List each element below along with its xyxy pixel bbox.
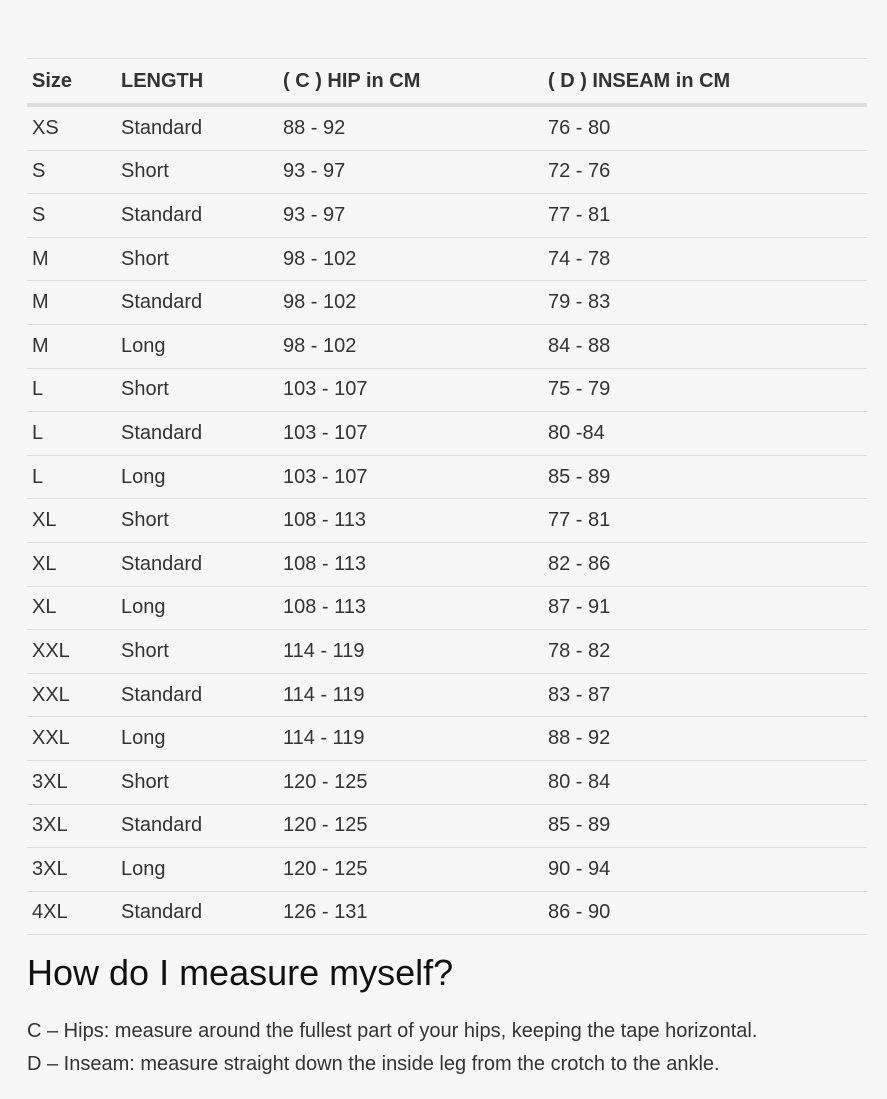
cell-hip: 114 - 119 bbox=[278, 717, 543, 761]
cell-size: M bbox=[27, 237, 116, 281]
cell-size: L bbox=[27, 368, 116, 412]
cell-size: M bbox=[27, 324, 116, 368]
cell-length: Long bbox=[116, 848, 278, 892]
cell-size: S bbox=[27, 150, 116, 194]
table-row bbox=[27, 630, 867, 674]
measure-heading: How do I measure myself? bbox=[27, 952, 454, 993]
cell-hip: 103 - 107 bbox=[278, 368, 543, 412]
table-row bbox=[27, 586, 867, 630]
table-row bbox=[27, 324, 867, 368]
table-row bbox=[27, 891, 867, 935]
cell-length: Long bbox=[116, 586, 278, 630]
cell-inseam: 77 - 81 bbox=[543, 194, 867, 238]
cell-length: Long bbox=[116, 717, 278, 761]
cell-length: Standard bbox=[116, 281, 278, 325]
cell-size: XS bbox=[27, 105, 116, 150]
cell-inseam: 86 - 90 bbox=[543, 891, 867, 935]
cell-inseam: 80 -84 bbox=[543, 412, 867, 456]
cell-size: 3XL bbox=[27, 848, 116, 892]
table-row bbox=[27, 499, 867, 543]
cell-inseam: 78 - 82 bbox=[543, 630, 867, 674]
cell-length: Short bbox=[116, 630, 278, 674]
cell-size: L bbox=[27, 455, 116, 499]
cell-hip: 108 - 113 bbox=[278, 542, 543, 586]
cell-length: Standard bbox=[116, 194, 278, 238]
cell-length: Standard bbox=[116, 673, 278, 717]
cell-hip: 93 - 97 bbox=[278, 150, 543, 194]
cell-inseam: 79 - 83 bbox=[543, 281, 867, 325]
cell-length: Standard bbox=[116, 542, 278, 586]
table-row bbox=[27, 105, 867, 150]
cell-hip: 126 - 131 bbox=[278, 891, 543, 935]
cell-hip: 120 - 125 bbox=[278, 804, 543, 848]
cell-inseam: 83 - 87 bbox=[543, 673, 867, 717]
cell-inseam: 90 - 94 bbox=[543, 848, 867, 892]
cell-inseam: 87 - 91 bbox=[543, 586, 867, 630]
cell-size: XXL bbox=[27, 630, 116, 674]
table-row bbox=[27, 281, 867, 325]
cell-size: 4XL bbox=[27, 891, 116, 935]
inseam-measure-note: D – Inseam: measure straight down the inside leg from the crotch to the ankle. bbox=[27, 1053, 720, 1075]
cell-hip: 120 - 125 bbox=[278, 848, 543, 892]
cell-hip: 120 - 125 bbox=[278, 760, 543, 804]
cell-length: Standard bbox=[116, 105, 278, 150]
table-row bbox=[27, 368, 867, 412]
cell-hip: 98 - 102 bbox=[278, 281, 543, 325]
hip-measure-note: C – Hips: measure around the fullest part of your hips, keeping the tape horizontal. bbox=[27, 1020, 758, 1042]
cell-hip: 98 - 102 bbox=[278, 324, 543, 368]
table-row bbox=[27, 848, 867, 892]
cell-length: Short bbox=[116, 150, 278, 194]
cell-hip: 93 - 97 bbox=[278, 194, 543, 238]
cell-size: XXL bbox=[27, 673, 116, 717]
cell-hip: 108 - 113 bbox=[278, 586, 543, 630]
cell-size: XL bbox=[27, 499, 116, 543]
header-inseam: ( D ) INSEAM in CM bbox=[543, 59, 867, 106]
cell-inseam: 85 - 89 bbox=[543, 804, 867, 848]
table-row bbox=[27, 194, 867, 238]
cell-length: Standard bbox=[116, 412, 278, 456]
cell-inseam: 75 - 79 bbox=[543, 368, 867, 412]
table-row bbox=[27, 455, 867, 499]
cell-inseam: 77 - 81 bbox=[543, 499, 867, 543]
cell-size: XXL bbox=[27, 717, 116, 761]
cell-length: Short bbox=[116, 499, 278, 543]
cell-inseam: 85 - 89 bbox=[543, 455, 867, 499]
header-hip: ( C ) HIP in CM bbox=[278, 59, 543, 106]
cell-inseam: 76 - 80 bbox=[543, 105, 867, 150]
table-row bbox=[27, 542, 867, 586]
cell-hip: 103 - 107 bbox=[278, 412, 543, 456]
cell-hip: 98 - 102 bbox=[278, 237, 543, 281]
size-chart-table bbox=[27, 58, 867, 935]
cell-inseam: 82 - 86 bbox=[543, 542, 867, 586]
cell-size: XL bbox=[27, 586, 116, 630]
cell-hip: 108 - 113 bbox=[278, 499, 543, 543]
table-row bbox=[27, 717, 867, 761]
table-row bbox=[27, 412, 867, 456]
cell-inseam: 80 - 84 bbox=[543, 760, 867, 804]
cell-length: Long bbox=[116, 324, 278, 368]
cell-inseam: 84 - 88 bbox=[543, 324, 867, 368]
cell-hip: 103 - 107 bbox=[278, 455, 543, 499]
cell-length: Standard bbox=[116, 891, 278, 935]
header-length: LENGTH bbox=[116, 59, 278, 106]
table-row bbox=[27, 804, 867, 848]
cell-inseam: 72 - 76 bbox=[543, 150, 867, 194]
cell-hip: 114 - 119 bbox=[278, 630, 543, 674]
cell-length: Standard bbox=[116, 804, 278, 848]
cell-inseam: 88 - 92 bbox=[543, 717, 867, 761]
cell-hip: 114 - 119 bbox=[278, 673, 543, 717]
cell-length: Short bbox=[116, 368, 278, 412]
table-header-row bbox=[27, 59, 867, 106]
table-row bbox=[27, 150, 867, 194]
cell-size: 3XL bbox=[27, 804, 116, 848]
table-row bbox=[27, 237, 867, 281]
cell-size: S bbox=[27, 194, 116, 238]
cell-hip: 88 - 92 bbox=[278, 105, 543, 150]
table-row bbox=[27, 673, 867, 717]
cell-length: Short bbox=[116, 760, 278, 804]
header-size: Size bbox=[27, 59, 116, 106]
cell-size: L bbox=[27, 412, 116, 456]
cell-inseam: 74 - 78 bbox=[543, 237, 867, 281]
cell-size: 3XL bbox=[27, 760, 116, 804]
cell-length: Short bbox=[116, 237, 278, 281]
table-row bbox=[27, 760, 867, 804]
cell-size: XL bbox=[27, 542, 116, 586]
cell-length: Long bbox=[116, 455, 278, 499]
table-body bbox=[27, 105, 867, 935]
cell-size: M bbox=[27, 281, 116, 325]
